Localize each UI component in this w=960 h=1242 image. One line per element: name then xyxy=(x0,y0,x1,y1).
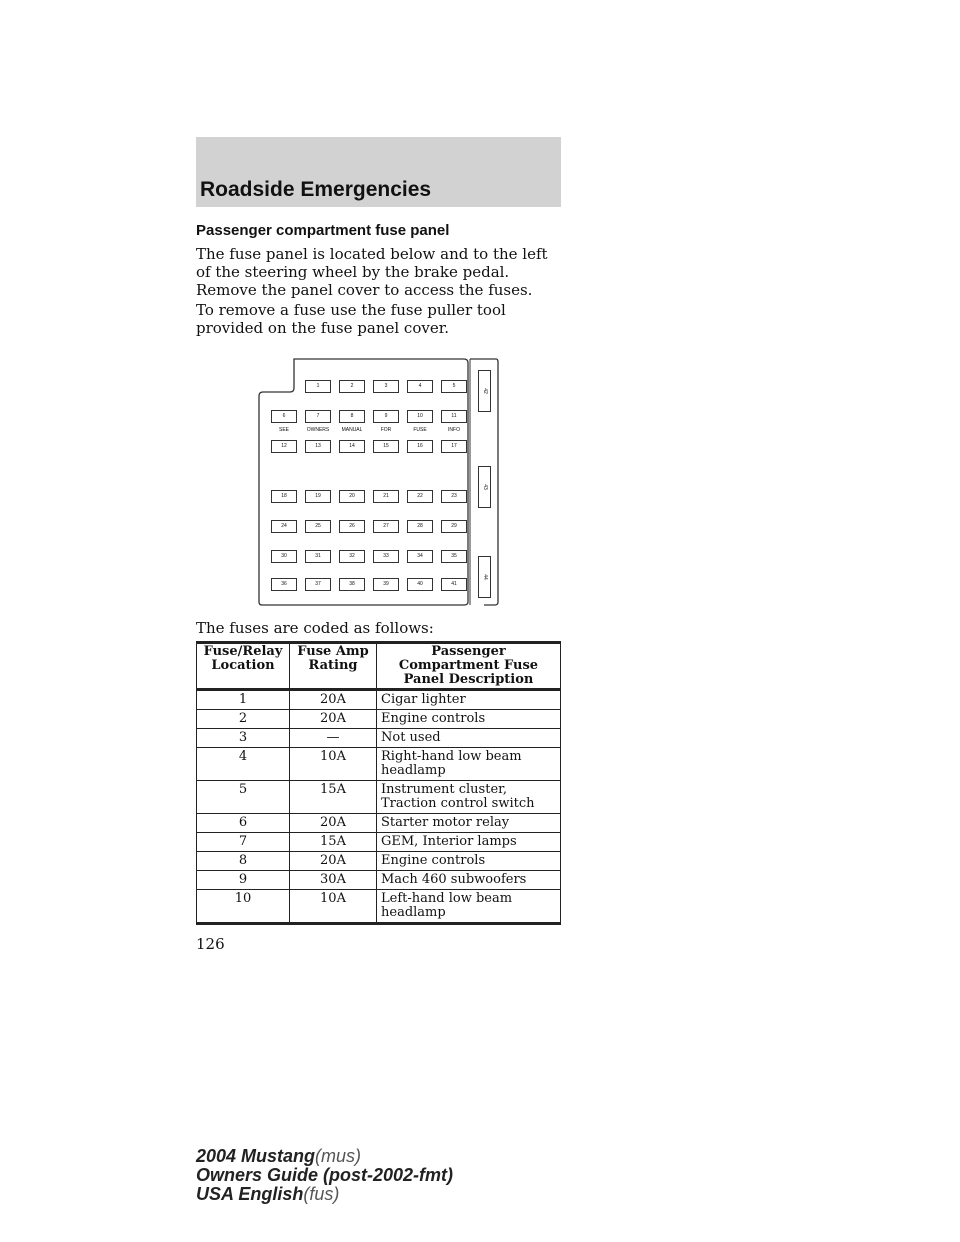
cell-description: Cigar lighter xyxy=(377,690,561,710)
fuse-note-word: OWNERS xyxy=(306,427,330,433)
fuse-41: 41 xyxy=(441,578,467,591)
footer-line-3 xyxy=(196,1185,453,1204)
fuse-3: 3 xyxy=(373,380,399,393)
table-row xyxy=(197,833,561,852)
fuse-31: 31 xyxy=(305,550,331,563)
fuse-34: 34 xyxy=(407,550,433,563)
fuse-20: 20 xyxy=(339,490,365,503)
cell-location: 7 xyxy=(197,833,290,852)
cell-location: 9 xyxy=(197,871,290,890)
cell-location: 5 xyxy=(197,781,290,814)
table-row xyxy=(197,890,561,924)
table-row xyxy=(197,748,561,781)
fuse-17: 17 xyxy=(441,440,467,453)
page-number: 126 xyxy=(196,935,225,953)
fuse-5: 5 xyxy=(441,380,467,393)
cell-location: 1 xyxy=(197,690,290,710)
fuse-16: 16 xyxy=(407,440,433,453)
relay-42 xyxy=(478,370,491,412)
cell-description: Right-hand low beam headlamp xyxy=(377,748,561,781)
fuse-panel-outline xyxy=(258,358,500,606)
fuse-6: 6 xyxy=(271,410,297,423)
fuse-40: 40 xyxy=(407,578,433,591)
cell-amp: 15A xyxy=(290,833,377,852)
fuse-29: 29 xyxy=(441,520,467,533)
fuse-21: 21 xyxy=(373,490,399,503)
table-row xyxy=(197,690,561,710)
footer-language-code: (fus) xyxy=(303,1184,340,1204)
cell-amp: 10A xyxy=(290,890,377,924)
footer-line-2 xyxy=(196,1166,453,1185)
fuse-8: 8 xyxy=(339,410,365,423)
cell-amp: 20A xyxy=(290,852,377,871)
fuse-15: 15 xyxy=(373,440,399,453)
cell-amp: 20A xyxy=(290,710,377,729)
relay-43 xyxy=(478,466,491,508)
fuse-note-word: FUSE xyxy=(413,427,427,433)
fuse-12: 12 xyxy=(271,440,297,453)
fuse-27: 27 xyxy=(373,520,399,533)
footer xyxy=(196,1147,453,1204)
cell-amp: 15A xyxy=(290,781,377,814)
fuse-24: 24 xyxy=(271,520,297,533)
table-row xyxy=(197,852,561,871)
fuse-table xyxy=(196,641,561,925)
fuse-39: 39 xyxy=(373,578,399,591)
cell-description: Engine controls xyxy=(377,710,561,729)
page-title: Roadside Emergencies xyxy=(200,178,432,201)
table-header-row xyxy=(197,643,561,690)
footer-guide: Owners Guide (post-2002-fmt) xyxy=(196,1165,454,1185)
footer-model-code: (mus) xyxy=(315,1146,362,1166)
fuse-25: 25 xyxy=(305,520,331,533)
fuse-13: 13 xyxy=(305,440,331,453)
cell-amp: 20A xyxy=(290,814,377,833)
fuse-note-word: INFO xyxy=(448,427,460,433)
fuse-32: 32 xyxy=(339,550,365,563)
paragraph-location: The fuse panel is located below and to the left of the steering wheel by the brake pedal. Remove the panel cover to access the fuses. xyxy=(196,245,548,299)
fuse-9: 9 xyxy=(373,410,399,423)
fuse-28: 28 xyxy=(407,520,433,533)
cell-description: Not used xyxy=(377,729,561,748)
cell-location: 2 xyxy=(197,710,290,729)
header-location: Fuse/Relay Location xyxy=(197,643,290,690)
cell-amp: 20A xyxy=(290,690,377,710)
fuse-37: 37 xyxy=(305,578,331,591)
fuse-38: 38 xyxy=(339,578,365,591)
relay-label: 44 xyxy=(481,574,488,580)
paragraph-removal: To remove a fuse use the fuse puller tool provided on the fuse panel cover. xyxy=(196,301,506,337)
fuse-30: 30 xyxy=(271,550,297,563)
footer-language: USA English xyxy=(196,1184,304,1204)
cell-amp: 30A xyxy=(290,871,377,890)
fuse-23: 23 xyxy=(441,490,467,503)
cell-location: 3 xyxy=(197,729,290,748)
cell-location: 10 xyxy=(197,890,290,924)
fuse-2: 2 xyxy=(339,380,365,393)
fuse-19: 19 xyxy=(305,490,331,503)
relay-44 xyxy=(478,556,491,598)
table-row xyxy=(197,710,561,729)
fuse-1: 1 xyxy=(305,380,331,393)
fuse-35: 35 xyxy=(441,550,467,563)
relay-label: 43 xyxy=(481,484,488,490)
paragraph-coded: The fuses are coded as follows: xyxy=(196,619,434,637)
footer-model: 2004 Mustang xyxy=(196,1146,316,1166)
fuse-note-word: FOR xyxy=(380,427,392,433)
cell-description: Engine controls xyxy=(377,852,561,871)
table-row xyxy=(197,781,561,814)
header-description: Passenger Compartment Fuse Panel Description xyxy=(377,643,561,690)
fuse-22: 22 xyxy=(407,490,433,503)
fuse-18: 18 xyxy=(271,490,297,503)
cell-amp: 10A xyxy=(290,748,377,781)
fuse-7: 7 xyxy=(305,410,331,423)
fuse-26: 26 xyxy=(339,520,365,533)
fuse-10: 10 xyxy=(407,410,433,423)
fuse-panel-diagram xyxy=(258,358,500,606)
cell-description: Left-hand low beam headlamp xyxy=(377,890,561,924)
fuse-11: 11 xyxy=(441,410,467,423)
relay-label: 42 xyxy=(481,388,488,394)
fuse-36: 36 xyxy=(271,578,297,591)
header-amp: Fuse Amp Rating xyxy=(290,643,377,690)
fuse-14: 14 xyxy=(339,440,365,453)
table-row xyxy=(197,729,561,748)
section-heading: Passenger compartment fuse panel xyxy=(196,222,450,239)
table-row xyxy=(197,871,561,890)
fuse-note-word: MANUAL xyxy=(341,427,363,433)
cell-location: 4 xyxy=(197,748,290,781)
fuse-4: 4 xyxy=(407,380,433,393)
cell-description: GEM, Interior lamps xyxy=(377,833,561,852)
cell-description: Mach 460 subwoofers xyxy=(377,871,561,890)
fuse-33: 33 xyxy=(373,550,399,563)
cell-description: Instrument cluster, Traction control switch xyxy=(377,781,561,814)
table-row xyxy=(197,814,561,833)
footer-line-1 xyxy=(196,1147,453,1166)
cell-amp: — xyxy=(290,729,377,748)
fuse-note-word: SEE xyxy=(278,427,289,433)
cell-location: 6 xyxy=(197,814,290,833)
cell-location: 8 xyxy=(197,852,290,871)
cell-description: Starter motor relay xyxy=(377,814,561,833)
